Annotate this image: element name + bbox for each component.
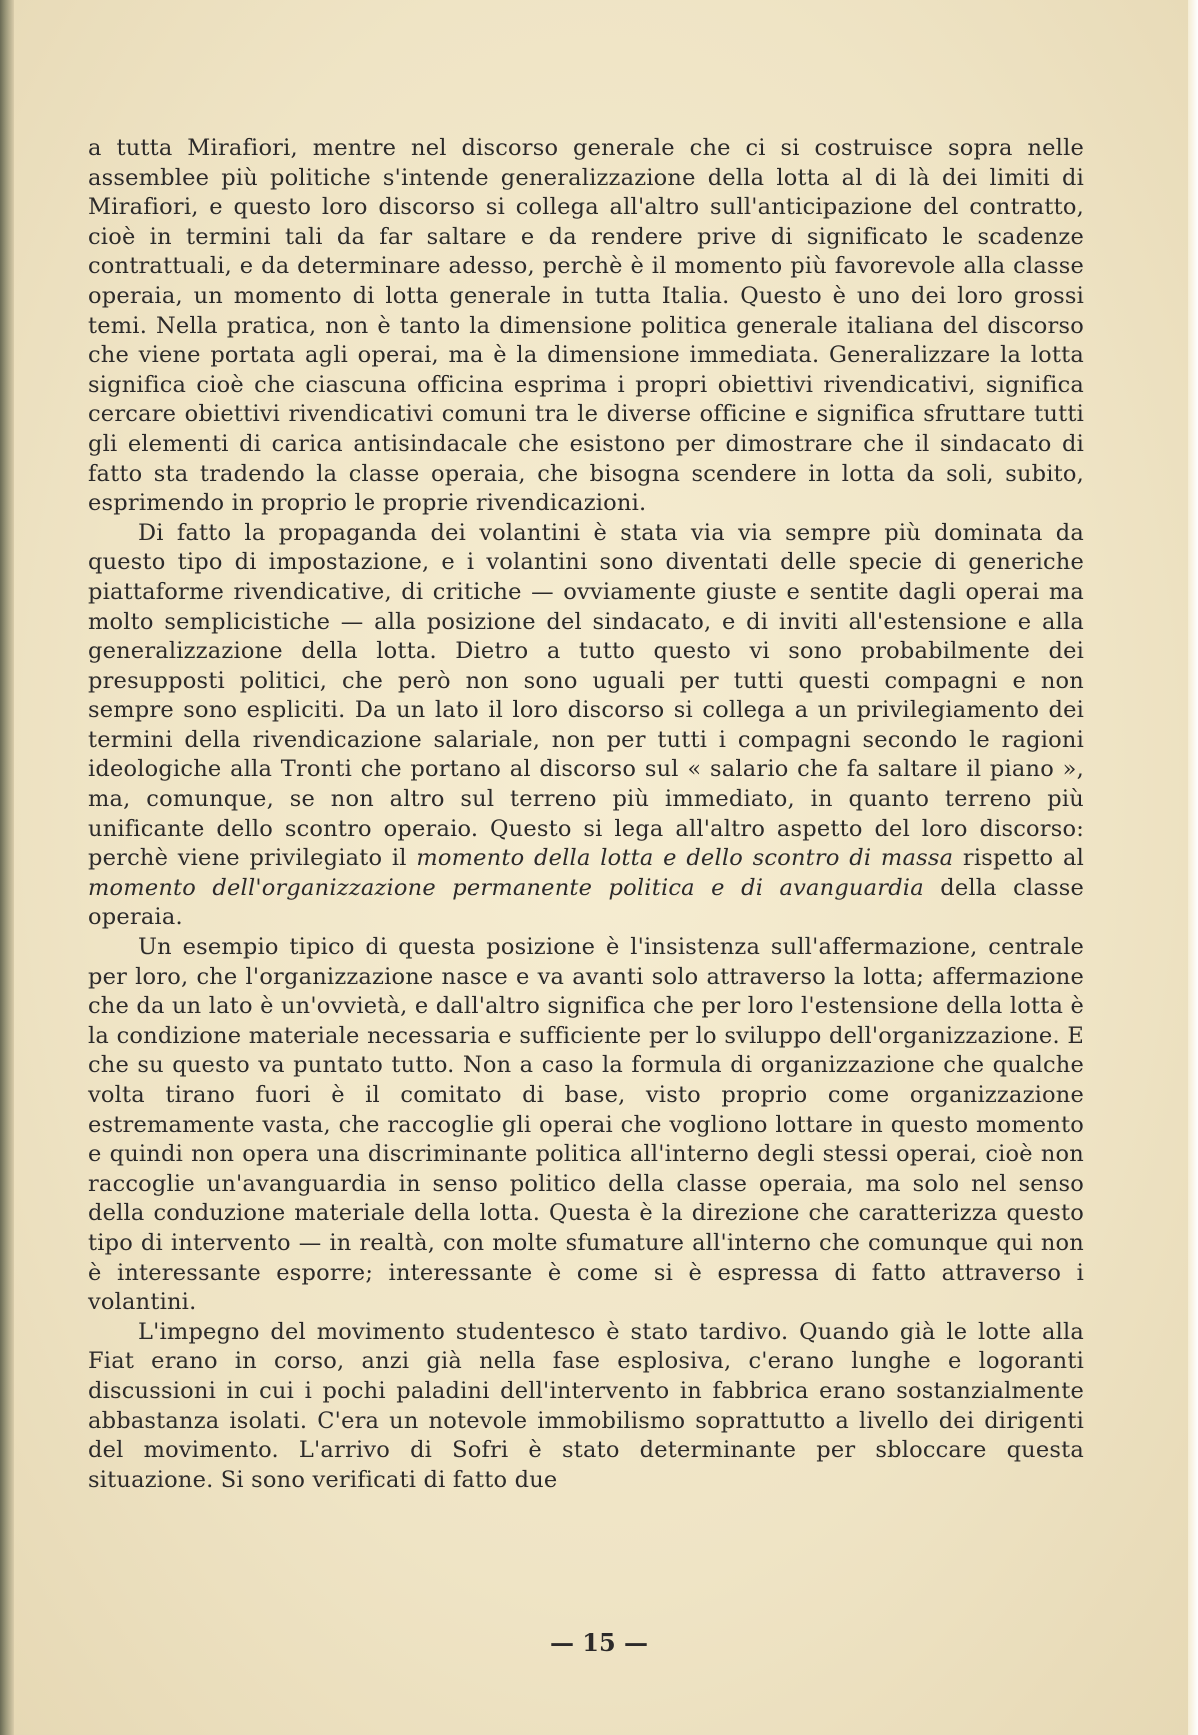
body-text [88, 134, 1084, 1495]
text-run: L'impegno del movimento studentesco è stato tardivo. Quando già le lotte alla Fiat erano in corso, anzi già nella fase esplosiva, c'erano lunghe e logoranti discussioni in cui i pochi paladini dell'intervento in fabbrica erano sostanzialmente abbastanza isolati. C'era un notevole immobilismo soprattutto a livello dei dirigenti del movimento. L'arrivo di Sofri è stato determinante per sbloccare questa situazione. Si sono verificati di fatto due [88, 1318, 1084, 1493]
paragraph-4 [88, 1318, 1084, 1496]
paragraph-2 [88, 519, 1084, 933]
paragraph-1 [88, 134, 1084, 519]
text-run: a tutta Mirafiori, mentre nel discorso generale che ci si costruisce sopra nelle assemblee più politiche s'intende generalizzazione della lotta al di là dei limiti di Mirafiori, e questo loro discorso si collega all'altro sull'anticipazione del contratto, cioè in termini tali da far saltare e da rendere prive di significato le scadenze contrattuali, e da determinare adesso, perchè è il momento più favorevole alla classe operaia, un momento di lotta generale in tutta Italia. Questo è uno dei loro grossi temi. Nella pratica, non è tanto la dimensione politica generale italiana del discorso che viene portata agli operai, ma è la dimensione immediata. Generalizzare la lotta significa cioè che ciascuna officina esprima i propri obiettivi rivendicativi, significa cercare obiettivi rivendicativi comuni tra le diverse officine e significa sfruttare tutti gli elementi di carica antisindacale che esistono per dimostrare che il sindacato di fatto sta tradendo la classe operaia, che bisogna scendere in lotta da soli, subito, esprimendo in proprio le proprie rivendicazioni. [88, 135, 1084, 517]
italic-text-run: momento della lotta e dello scontro di massa [416, 845, 954, 872]
page-edge [1188, 0, 1198, 1735]
page-number: — 15 — [549, 1628, 649, 1657]
text-run: della classe operaia. [88, 874, 1084, 931]
text-run: Un esempio tipico di questa posizione è l'insistenza sull'affermazione, centrale per loro, che l'organizzazione nasce e va avanti solo attraverso la lotta; affermazione che da un lato è un'ovvietà, e dall'altro significa che per loro l'estensione della lotta è la condizione materiale necessaria e sufficiente per lo sviluppo dell'organizzazione. E che su questo va puntato tutto. Non a caso la formula di organizzazione che qualche volta tirano fuori è il comitato di base, visto proprio come organizzazione estremamente vasta, che raccoglie gli operai che vogliono lottare in questo momento e quindi non opera una discriminante politica all'interno degli stessi operai, cioè non raccoglie un'avanguardia in senso politico della classe operaia, ma solo nel senso della conduzione materiale della lotta. Questa è la direzione che caratterizza questo tipo di intervento — in realtà, con molte sfumature all'interno che comunque qui non è interessante esporre; interessante è come si è espressa di fatto attraverso i volantini. [88, 934, 1084, 1316]
italic-text-run: momento dell'organizzazione permanente politica e di avanguardia [88, 874, 924, 901]
text-run: rispetto al [953, 845, 1084, 872]
text-run: Di fatto la propaganda dei volantini è stata via via sempre più dominata da questo tipo di impostazione, e i volantini sono diventati delle specie di generiche piattaforme rivendicative, di critiche — ovviamente giuste e sentite dagli operai ma molto semplicistiche — alla posizione del sindacato, e di inviti all'estensione e alla generalizzazione della lotta. Dietro a tutto questo vi sono probabilmente dei presupposti politici, che però non sono uguali per tutti questi compagni e non sempre sono espliciti. Da un lato il loro discorso si collega a un privilegiamento dei termini della rivendicazione salariale, non per tutti i compagni secondo le ragioni ideologiche alla Tronti che portano al discorso sul « salario che fa saltare il piano », ma, comunque, se non altro sul terreno più immediato, in quanto terreno più unificante dello scontro operaio. Questo si lega all'altro aspetto del loro discorso: perchè viene privilegiato il [88, 519, 1084, 872]
binding-edge [0, 0, 14, 1735]
paragraph-3 [88, 933, 1084, 1318]
